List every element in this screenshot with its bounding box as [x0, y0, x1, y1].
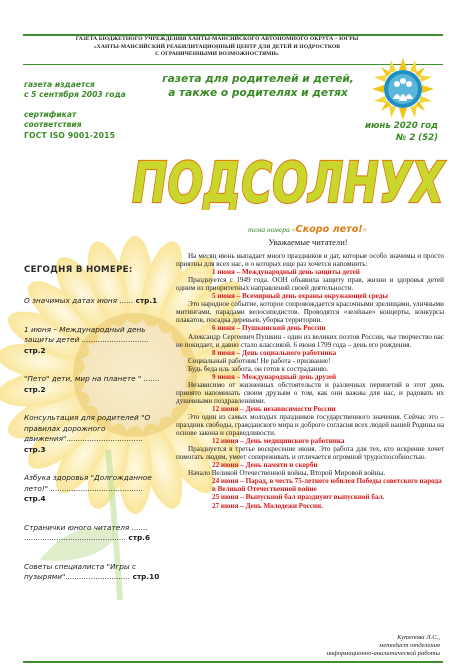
signature-name: Кутепова Л.С.,	[397, 634, 440, 641]
toc-item-page: стр.4	[24, 494, 46, 503]
main-article	[176, 238, 444, 510]
toc-item[interactable]	[24, 374, 164, 395]
toc-item[interactable]	[24, 325, 164, 357]
issue-theme	[248, 224, 448, 235]
toc-item[interactable]	[24, 523, 164, 544]
toc-item-page: стр.6	[128, 533, 151, 542]
publication-since	[24, 80, 144, 101]
tagline-line-1: газета для родителей и детей,	[162, 73, 354, 85]
tagline-line-2: а также о родителях и детях	[168, 87, 348, 100]
signature-role-2: информационно-аналитической работы	[326, 650, 440, 657]
article-paragraph: Начало Великой Отечественной войны, Второй Мировой войны.	[188, 469, 386, 478]
article-paragraph: Александр Сергеевич Пушкин - один из великих поэтов России, чье творчество нас не покидает, и давно стало классикой. 6 июня 1799 года – день его рождения.	[176, 332, 444, 349]
article-paragraph: Будь беда иль забота, он готов к состраданию.	[188, 364, 329, 373]
article-paragraph: Независимо от жизненных обстоятельств и различных перипетий в этот день принято напоминать своим друзьям о том, как они важны для нас, и радовать их душевными поздравлениями.	[176, 380, 444, 405]
org-line-3: С ОГРАНИЧЕННЫМИ ВОЗМОЖНОСТЯМИ»	[155, 51, 279, 58]
org-line-1: ГАЗЕТА БЮДЖЕТНОГО УЧРЕЖДЕНИЯ ХАНТЫ-МАНСИЙСКОГО АВТОНОМНОГО ОКРУГА – ЮГРЫ	[75, 36, 359, 42]
pub-line-2: с 5 сентября 2003 года	[24, 90, 126, 100]
date-heading: 5 июня – Всемирный день охраны окружающей среды	[212, 292, 388, 301]
date-heading: 25 июня – Выпускной бал празднуют выпускной бал.	[212, 493, 385, 502]
toc-item[interactable]	[24, 473, 164, 505]
toc-item-page: стр.10	[132, 572, 160, 581]
table-of-contents	[24, 296, 164, 601]
article-greeting: Уважаемые читатели!	[268, 237, 348, 247]
certification	[24, 110, 144, 141]
toc-item-text: Азбука здоровья "Долгожданное лето!" ........................................	[24, 473, 152, 493]
toc-item-page: стр.1	[135, 296, 158, 305]
organization-name	[52, 36, 382, 59]
tagline	[148, 72, 368, 101]
date-heading: 8 июня – День социального работника	[212, 348, 337, 357]
date-heading: 12 июня – День медицинского работника	[212, 437, 345, 446]
toc-item-page: стр.3	[24, 444, 46, 454]
date-heading: 22 июня – День памяти и скорби	[212, 461, 318, 470]
article-paragraph: Это один из самых молодых праздников государственного значения. Сейчас это – праздник свободы, гражданского мира и доброго согласия всех людей нашей Родины на основе закона и справедливости.	[176, 412, 444, 438]
article-paragraph: Празднуется с 1949 года. ООН объявила защиту прав, жизни и здоровья детей одним из приоритетных направлений своей деятельности.	[176, 276, 444, 293]
date-heading: 12 июня – День независимости России	[212, 404, 336, 413]
article-paragraph: На месяц июнь выпадает много праздников и дат, которые особо значимы и просто приятны для всех нас, и о которых еще раз хочется напомнить:	[176, 252, 444, 269]
date-heading: 9 июня – Международный день друзей	[212, 372, 337, 381]
toc-item-page: стр.2	[24, 345, 46, 355]
cert-gost: ГОСТ ISO 9001-2015	[24, 130, 116, 140]
toc-item-page: стр.2	[24, 384, 46, 394]
issue-date: июнь 2020 год	[365, 121, 438, 131]
toc-item-text: "Пето" дети, мир на планете " .......	[24, 374, 160, 383]
theme-open-quote: «	[291, 225, 296, 234]
issue-number: № 2 (52)	[395, 133, 438, 144]
toc-item-text: 1 июня – Международный день защиты детей .............................	[24, 324, 149, 344]
date-heading: 27 июня – День Молодежи России.	[212, 501, 323, 510]
date-heading: 6 июня – Пушкинский день России	[212, 324, 326, 333]
date-heading: 1 июня – Международный день защиты детей	[212, 268, 360, 277]
theme-title: Скоро лето!	[295, 224, 363, 235]
signature-role-1: методист отделения	[379, 642, 440, 649]
cert-line-1: сертификат	[24, 110, 77, 119]
footer-rule	[23, 661, 443, 663]
cert-line-2: соответствия	[24, 120, 82, 130]
theme-label: тема номера	[248, 225, 290, 234]
article-paragraph: Социальный работник! Не работа - призвание!	[188, 356, 331, 365]
article-body	[176, 252, 444, 510]
pub-line-1: газета издается	[24, 80, 95, 89]
toc-item[interactable]	[24, 296, 164, 307]
issue-info	[348, 120, 438, 145]
org-line-2: «ХАНТЫ-МАНСИЙСКИЙ РЕАБИЛИТАЦИОННЫЙ ЦЕНТР ДЛЯ ДЕТЕЙ И ПОДРОСТКОВ	[93, 43, 341, 50]
toc-item-text: Советы специалиста "Игры с пузырями"............................	[24, 561, 136, 581]
toc-item-text: Странички юного читателя ....... ............................................	[24, 522, 148, 542]
article-paragraph: Это народное событие, которое сопровождается красочными зрелищами, уличными митингами, парадами велосипедистов. Проводятся «зелёные» концерты, конкурсы плакатов, посадка деревьев, уборка территории.	[176, 300, 444, 325]
sunflower-children-logo-icon	[370, 56, 436, 122]
toc-item-text: Консультация для родителей "О правилах дорожного движения".................................	[24, 413, 151, 443]
toc-item[interactable]	[24, 413, 164, 455]
toc-item-text: О значимых датах июня ......	[24, 296, 136, 305]
article-paragraph: Празднуется в третье воскресение июня. Это работа для тех, кто искренне хочет помогать людям, умеет сопереживать и отличается огромной трудоспособностью.	[176, 445, 444, 462]
article-signature	[300, 634, 440, 658]
date-heading: 24 июня – Парад, в честь 75-летнего юбилея Победы советского народа в Великой Отечественной войне	[212, 477, 442, 494]
toc-item[interactable]	[24, 562, 164, 583]
toc-title: СЕГОДНЯ В НОМЕРЕ:	[24, 265, 133, 275]
theme-close-quote: »	[362, 225, 367, 234]
title-text: ПОДСОЛНУХ	[132, 152, 447, 210]
